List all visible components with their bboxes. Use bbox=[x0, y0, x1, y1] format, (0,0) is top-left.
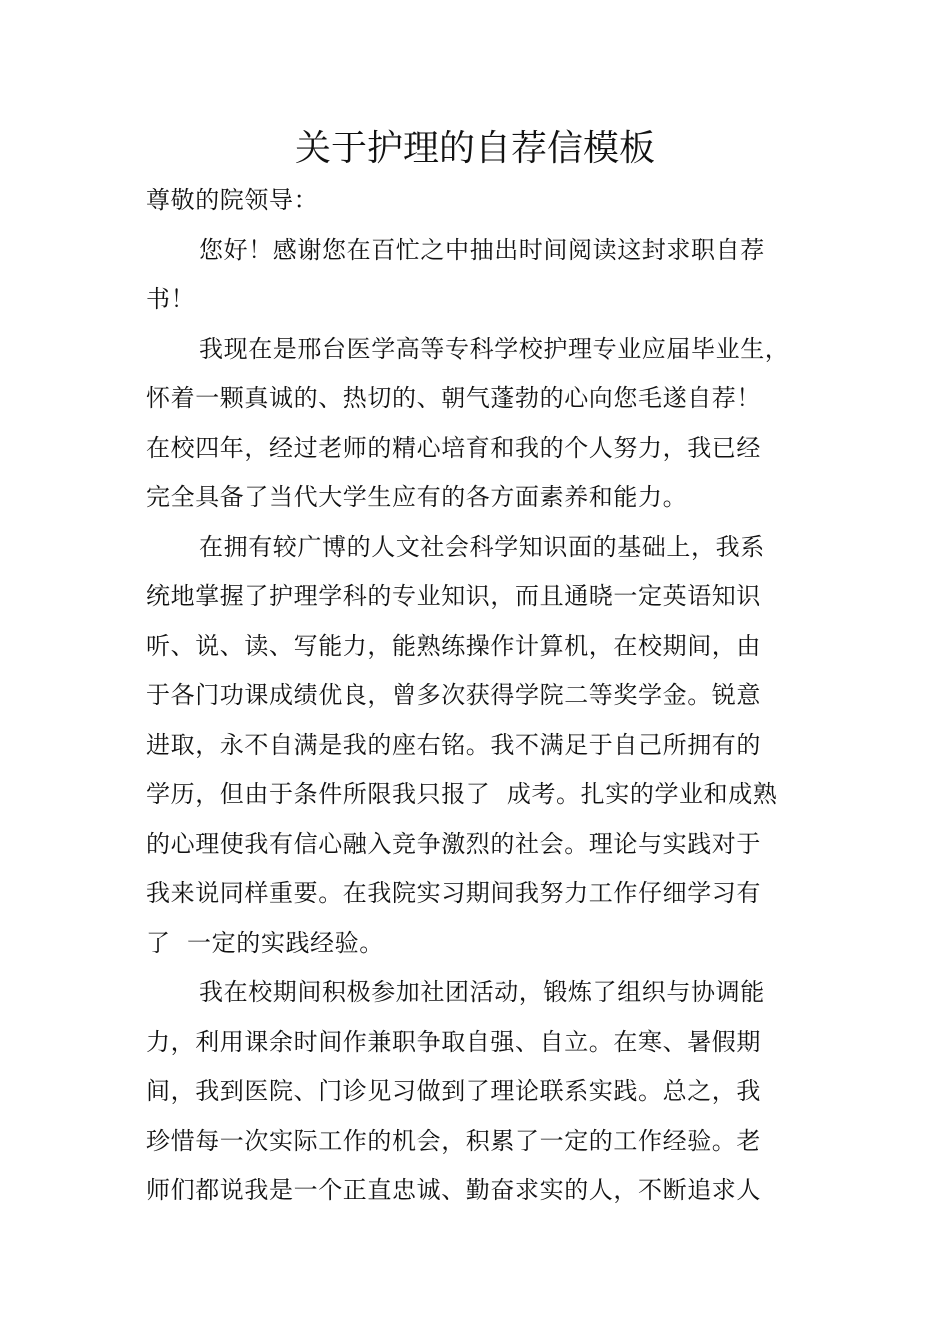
paragraph-line: 听、说、读、写能力，能熟练操作计算机，在校期间，由 bbox=[146, 631, 761, 660]
paragraph-introduction bbox=[146, 325, 806, 523]
paragraph-line: 书！ bbox=[146, 285, 196, 313]
paragraph-line: 您好！感谢您在百忙之中抽出时间阅读这封求职自荐 bbox=[199, 235, 765, 264]
letter-body bbox=[146, 176, 806, 1216]
paragraph-line: 怀着一颗真诚的、热切的、朝气蓬勃的心向您毛遂自荐！ bbox=[146, 384, 761, 412]
paragraph-line: 学历，但由于条件所限我只报了 成考。扎实的学业和成熟 bbox=[146, 780, 778, 808]
paragraph-activities bbox=[146, 968, 806, 1216]
salutation-line: 尊敬的院领导： bbox=[146, 186, 319, 214]
paragraph-line: 于各门功课成绩优良，曾多次获得学院二等奖学金。锐意 bbox=[146, 681, 761, 709]
paragraph-greeting bbox=[146, 226, 806, 325]
paragraph-line: 师们都说我是一个正直忠诚、勤奋求实的人，不断追求人 bbox=[146, 1176, 761, 1204]
paragraph-line: 在校四年，经过老师的精心培育和我的个人努力，我已经 bbox=[146, 433, 761, 462]
paragraph-line: 在拥有较广博的人文社会科学知识面的基础上，我系 bbox=[199, 532, 765, 561]
paragraph-line: 珍惜每一次实际工作的机会，积累了一定的工作经验。老 bbox=[146, 1126, 761, 1155]
paragraph-line: 统地掌握了护理学科的专业知识，而且通晓一定英语知识 bbox=[146, 582, 761, 610]
paragraph-line: 力，利用课余时间作兼职争取自强、自立。在寒、暑假期 bbox=[146, 1027, 761, 1056]
salutation bbox=[146, 176, 806, 226]
paragraph-line: 进取，永不自满是我的座右铭。我不满足于自己所拥有的 bbox=[146, 730, 761, 759]
paragraph-line: 完全具备了当代大学生应有的各方面素养和能力。 bbox=[146, 483, 688, 511]
paragraph-line: 的心理使我有信心融入竞争激烈的社会。理论与实践对于 bbox=[146, 829, 761, 858]
document-title: 关于护理的自荐信模板 bbox=[294, 128, 655, 169]
paragraph-line: 我在校期间积极参加社团活动，锻炼了组织与协调能 bbox=[199, 978, 765, 1006]
paragraph-line: 我现在是邢台医学高等专科学校护理专业应届毕业生， bbox=[199, 334, 790, 363]
paragraph-line: 我来说同样重要。在我院实习期间我努力工作仔细学习有 bbox=[146, 879, 761, 907]
paragraph-line: 间，我到医院、门诊见习做到了理论联系实践。总之，我 bbox=[146, 1077, 761, 1105]
paragraph-knowledge bbox=[146, 523, 806, 969]
paragraph-line: 了 一定的实践经验。 bbox=[146, 928, 384, 957]
